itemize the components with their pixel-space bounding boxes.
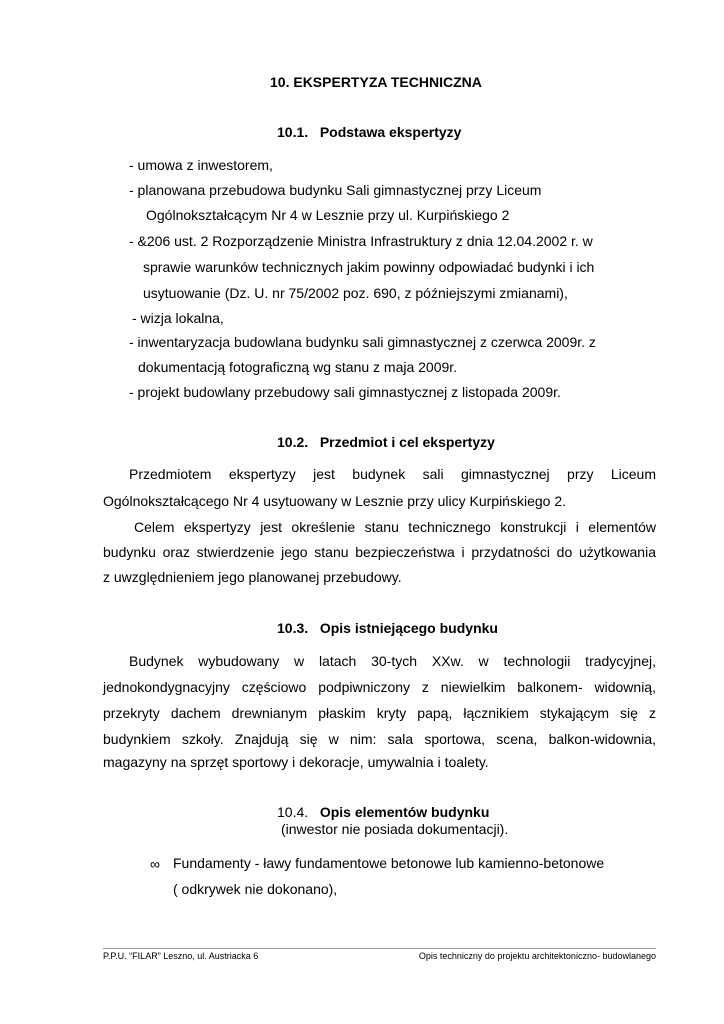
footer-left: P.P.U. “FILAR” Leszno, ul. Austriacka 6 bbox=[103, 951, 259, 961]
list-item: - inwentaryzacja budowlana budynku sali gimnastycznej z czerwca 2009r. z bbox=[129, 334, 596, 350]
bullet-item-continuation: ( odkrywek nie dokonano), bbox=[173, 881, 338, 897]
paragraph-line: Celem ekspertyzy jest określenie stanu technicznego konstrukcji i elementów bbox=[134, 519, 656, 535]
section-number: 10.3. bbox=[277, 620, 309, 636]
section-title: Opis istniejącego budynku bbox=[319, 620, 498, 636]
footer-right: Opis techniczny do projektu architektoniczno- budowlanego bbox=[418, 951, 656, 961]
footer-divider bbox=[103, 948, 656, 949]
list-item: - projekt budowlany przebudowy sali gimnastycznej z listopada 2009r. bbox=[129, 384, 561, 400]
list-item-continuation: dokumentacją fotograficzną wg stanu z maja 2009r. bbox=[138, 359, 458, 375]
section-heading-10-2 bbox=[277, 434, 495, 451]
paragraph-line: Budynek wybudowany w latach 30-tych XXw. w technologii tradycyjnej, bbox=[129, 653, 656, 669]
section-number: 10.2. bbox=[277, 434, 309, 450]
infinity-bullet-icon: ∞ bbox=[150, 856, 160, 872]
section-number: 10.4. bbox=[277, 804, 309, 820]
section-heading-10-1 bbox=[277, 124, 461, 141]
section-title: Opis elementów budynku bbox=[319, 804, 490, 820]
list-item: - umowa z inwestorem, bbox=[129, 157, 273, 173]
list-item: - &206 ust. 2 Rozporządzenie Ministra Infrastruktury z dnia 12.04.2002 r. w bbox=[129, 233, 593, 249]
list-item-continuation: usytuowanie (Dz. U. nr 75/2002 poz. 690, z późniejszymi zmianami), bbox=[143, 285, 568, 301]
paragraph-line: Ogólnokształcącego Nr 4 usytuowany w Lesznie przy ulicy Kurpińskiego 2. bbox=[103, 493, 567, 509]
section-heading-10-3 bbox=[277, 620, 498, 637]
document-title: 10. EKSPERTYZA TECHNICZNA bbox=[270, 74, 482, 90]
section-note: (inwestor nie posiada dokumentacji). bbox=[281, 821, 509, 837]
section-title: Przedmiot i cel ekspertyzy bbox=[319, 434, 495, 450]
list-item: - wizja lokalna, bbox=[132, 310, 224, 326]
paragraph-line: magazyny na sprzęt sportowy i dekoracje, umywalnia i toalety. bbox=[103, 754, 489, 770]
paragraph-line: jednokondygnacyjny częściowo podpiwniczony z niewielkim balkonem- widownią, bbox=[103, 679, 656, 695]
paragraph-line: przekryty dachem drewnianym płaskim kryty papą, łącznikiem stykającym się z bbox=[103, 705, 656, 721]
section-number: 10.1. bbox=[277, 124, 309, 140]
list-item: - planowana przebudowa budynku Sali gimnastycznej przy Liceum bbox=[129, 182, 542, 198]
section-title: Podstawa ekspertyzy bbox=[319, 124, 462, 140]
paragraph-line: z uwzględnieniem jego planowanej przebudowy. bbox=[103, 569, 402, 585]
paragraph-line: budynkiem szkoły. Znajdują się w nim: sala sportowa, scena, balkon-widownia, bbox=[103, 731, 656, 747]
paragraph-line: Przedmiotem ekspertyzy jest budynek sali gimnastycznej przy Liceum bbox=[129, 466, 656, 482]
list-item-continuation: Ogólnokształcącym Nr 4 w Lesznie przy ul. Kurpińskiego 2 bbox=[146, 207, 510, 223]
section-heading-10-4 bbox=[277, 804, 489, 821]
bullet-item: Fundamenty - ławy fundamentowe betonowe lub kamienno-betonowe bbox=[173, 855, 605, 871]
paragraph-line: budynku oraz stwierdzenie jego stanu bezpieczeństwa i przydatności do użytkowania bbox=[103, 544, 656, 560]
list-item-continuation: sprawie warunków technicznych jakim powinny odpowiadać budynki i ich bbox=[143, 259, 595, 275]
